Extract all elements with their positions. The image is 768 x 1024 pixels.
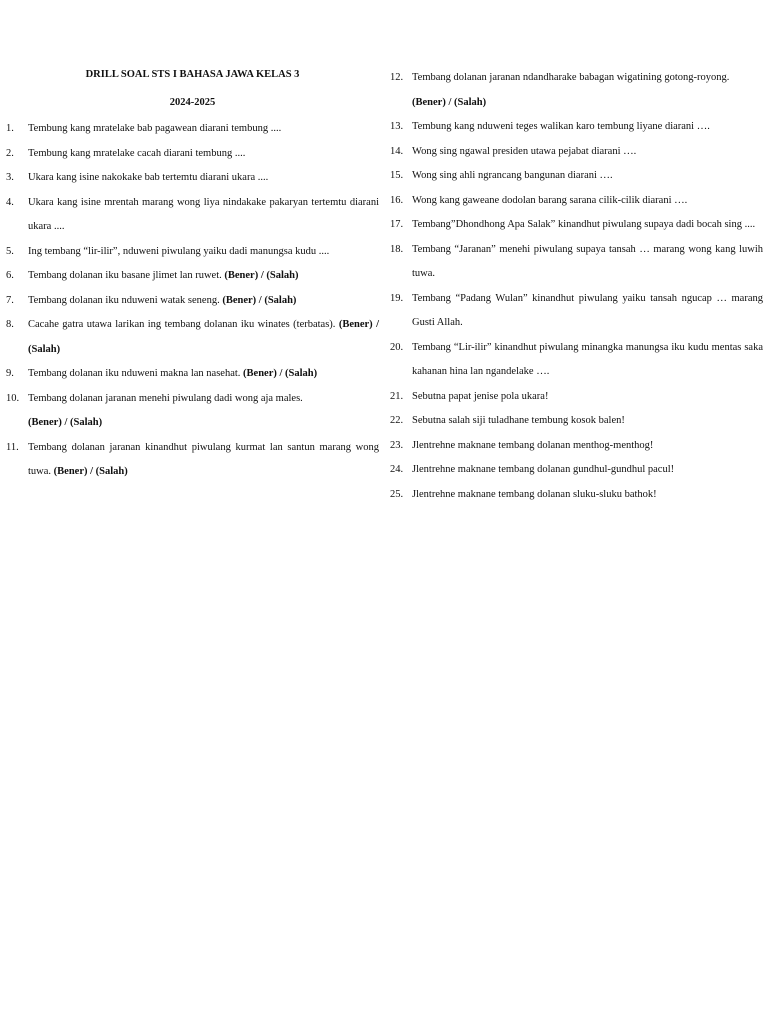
question-text: Tembang dolanan jaranan kinandhut piwulang kurmat lan santun marang wong tuwa. [28,441,379,477]
question-number: 13. [390,121,404,132]
question-item [390,66,763,115]
question-text: Cacahe gatra utawa larikan ing tembang dolanan iku winates (terbatas). [28,319,339,330]
question-item [6,191,379,240]
question-list-right [390,66,763,507]
question-item [6,289,379,314]
question-number: 23. [390,439,404,451]
question-item [6,387,379,436]
question-item [390,287,763,336]
question-text: Wong sing ngawal presiden utawa pejabat diarani …. [412,145,637,157]
right-column [390,66,763,507]
question-number: 25. [390,488,404,500]
question-text: Jlentrehne maknane tembang dolanan menthog-menthog! [412,439,654,451]
answer-option: (Bener) / (Salah) [28,417,103,428]
question-number: 15. [390,170,404,181]
question-text: Tembung kang nduweni teges walikan karo tembung liyane diarani …. [412,121,710,132]
question-item [6,166,379,191]
question-item [390,189,763,214]
answer-option: (Bener) / (Salah) [412,96,487,108]
question-text: Tembung kang mratelake bab pagawean diarani tembung .... [28,123,282,134]
question-text: Ukara kang isine nakokake bab tertemtu diarani ukara .... [28,172,269,183]
question-item [390,483,763,508]
question-number: 3. [6,172,14,183]
document-year: 2024-2025 [169,97,216,108]
question-item [390,238,763,287]
question-text: Tembang”Dhondhong Apa Salak” kinandhut piwulang supaya dadi bocah sing .... [412,219,756,230]
question-list-left [6,117,379,485]
question-item [390,164,763,189]
question-number: 7. [6,294,14,306]
question-number: 19. [390,292,404,304]
question-item [390,458,763,483]
question-number: 9. [6,368,14,379]
question-number: 20. [390,341,404,353]
question-number: 5. [6,245,14,257]
question-item [390,213,763,238]
question-text: Tembang dolanan iku nduweni makna lan nasehat. [28,368,244,379]
question-text: Tembang “Jaranan” menehi piwulang supaya tansah … marang wong kang luwih tuwa. [412,243,763,279]
question-number: 12. [390,72,404,83]
question-text: Jlentrehne maknane tembang dolanan gundhul-gundhul pacul! [412,464,675,475]
question-text: Tembang dolanan jaranan menehi piwulang dadi wong aja males. [28,392,303,404]
question-number: 16. [390,194,404,206]
question-number: 17. [390,219,404,230]
question-item [390,115,763,140]
question-item [6,264,379,289]
question-item [390,336,763,385]
question-item [6,436,379,485]
question-number: 1. [6,123,14,134]
question-number: 10. [6,392,20,404]
question-number: 18. [390,243,404,255]
document-title: DRILL SOAL STS I BAHASA JAWA KELAS 3 [85,69,300,80]
question-text: Tembang dolanan jaranan ndandharake babagan wigatining gotong-royong. [412,72,730,83]
question-item [390,140,763,165]
question-number: 14. [390,145,404,157]
question-text: Wong sing ahli ngrancang bangunan diarani …. [412,170,613,181]
question-number: 22. [390,415,404,426]
answer-option: (Bener) / (Salah) [224,270,299,281]
question-item [390,434,763,459]
answer-option: (Bener) / (Salah) [53,466,128,477]
question-item [6,362,379,387]
question-text: Ukara kang isine mrentah marang wong liya nindakake pakaryan tertemtu diarani ukara .... [28,196,379,232]
question-text: Sebutna salah siji tuladhane tembung kosok balen! [412,415,625,426]
question-number: 4. [6,196,14,208]
question-item [6,313,379,362]
question-number: 6. [6,270,14,281]
question-number: 24. [390,464,404,475]
question-number: 21. [390,390,404,402]
question-text: Jlentrehne maknane tembang dolanan sluku-sluku bathok! [412,488,657,500]
question-number: 8. [6,319,14,330]
answer-option: (Bener) / (Salah) [243,368,318,379]
left-column [6,66,379,485]
question-text: Tembang dolanan iku nduweni watak seneng. [28,294,223,306]
question-text: Tembang “Lir-ilir” kinandhut piwulang minangka manungsa iku kudu mentas saka kahanan hina lan ngandelake …. [412,341,763,377]
question-text: Tembang dolanan iku basane jlimet lan ruwet. [28,270,225,281]
question-text: Ing tembang “lir-ilir”, nduweni piwulang yaiku dadi manungsa kudu .... [28,245,330,257]
question-text: Wong kang gaweane dodolan barang sarana cilik-cilik diarani …. [412,194,688,206]
question-item [6,117,379,142]
answer-option: (Bener) / (Salah) [222,294,297,306]
question-text: Tembung kang mratelake cacah diarani tembung .... [28,147,246,159]
question-text: Sebutna papat jenise pola ukara! [412,390,549,402]
answer-option: (Bener) / (Salah) [28,319,379,355]
question-text: Tembang “Padang Wulan” kinandhut piwulang yaiku tansah ngucap … marang Gusti Allah. [412,292,763,328]
question-item [390,409,763,434]
question-number: 11. [6,441,19,453]
question-item [6,240,379,265]
question-number: 2. [6,147,14,159]
question-item [6,142,379,167]
question-item [390,385,763,410]
